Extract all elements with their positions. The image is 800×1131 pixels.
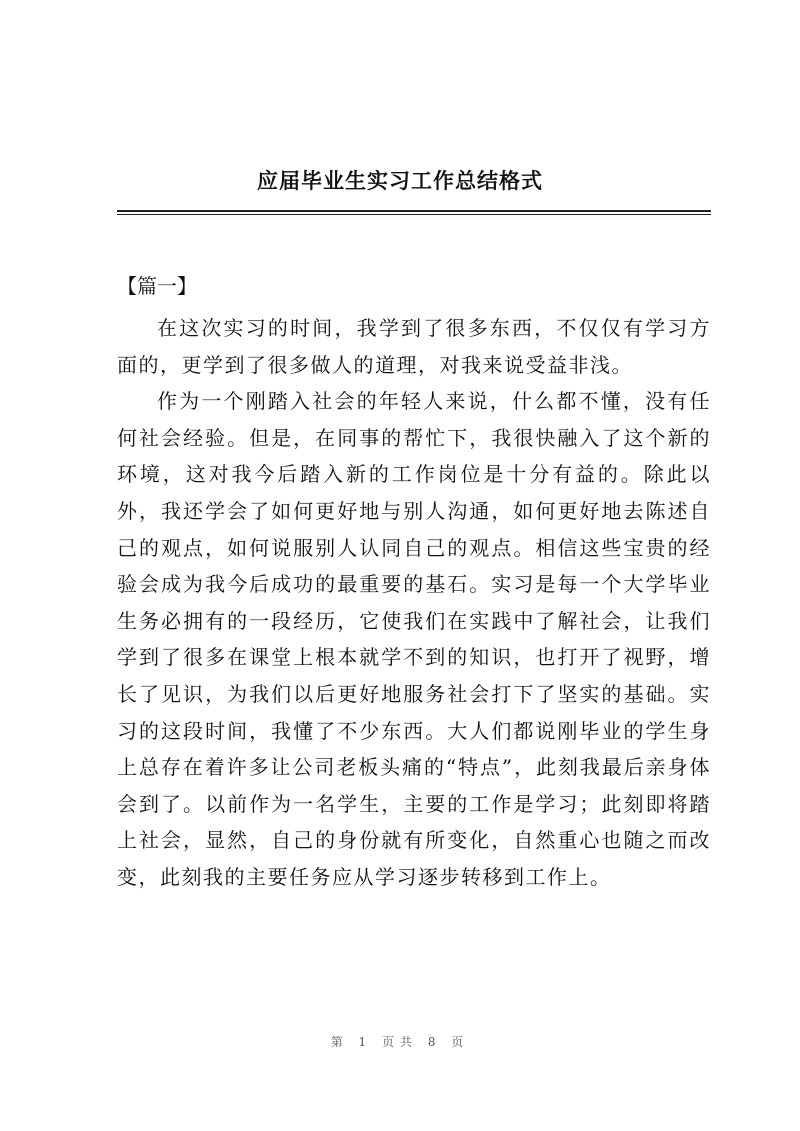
paragraph-1: 在这次实习的时间，我学到了很多东西，不仅仅有学习方面的，更学到了很多做人的道理，对我来说受益非浅。	[117, 316, 711, 377]
document-title: 应届毕业生实习工作总结格式	[257, 169, 543, 193]
paragraph-2: 作为一个刚踏入社会的年轻人来说，什么都不懂，没有任何社会经验。但是，在同事的帮忙下，我很快融入了这个新的环境，这对我今后踏入新的工作岗位是十分有益的。除此以外，我还学会了如何更好地与别人沟通，如何更好地去陈述自己的观点，如何说服别人认同自己的观点。相信这些宝贵的经验会成为我今后成功的最重要的基石。实习是每一个大学毕业生务必拥有的一段经历，它使我们在实践中了解社会，让我们学到了很多在课堂上根本就学不到的知识，也打开了视野，增长了见识，为我们以后更好地服务社会打下了坚实的基础。实习的这段时间，我懂了不少东西。大人们都说刚毕业的学生身上总存在着许多让公司老板头痛的“特点”，此刻我最后亲身体会到了。以前作为一名学生，主要的工作是学习；此刻即将踏上社会，显然，自己的身份就有所变化，自然重心也随之而改变，此刻我的主要任务应从学习逐步转移到工作上。	[117, 389, 711, 889]
section-label: 【篇一】	[117, 274, 197, 298]
page-footer: 第 1 页共 8 页	[330, 1035, 470, 1049]
title-rule-thick	[117, 210, 711, 212]
document-body	[117, 310, 711, 896]
title-rule-thin	[117, 214, 711, 215]
